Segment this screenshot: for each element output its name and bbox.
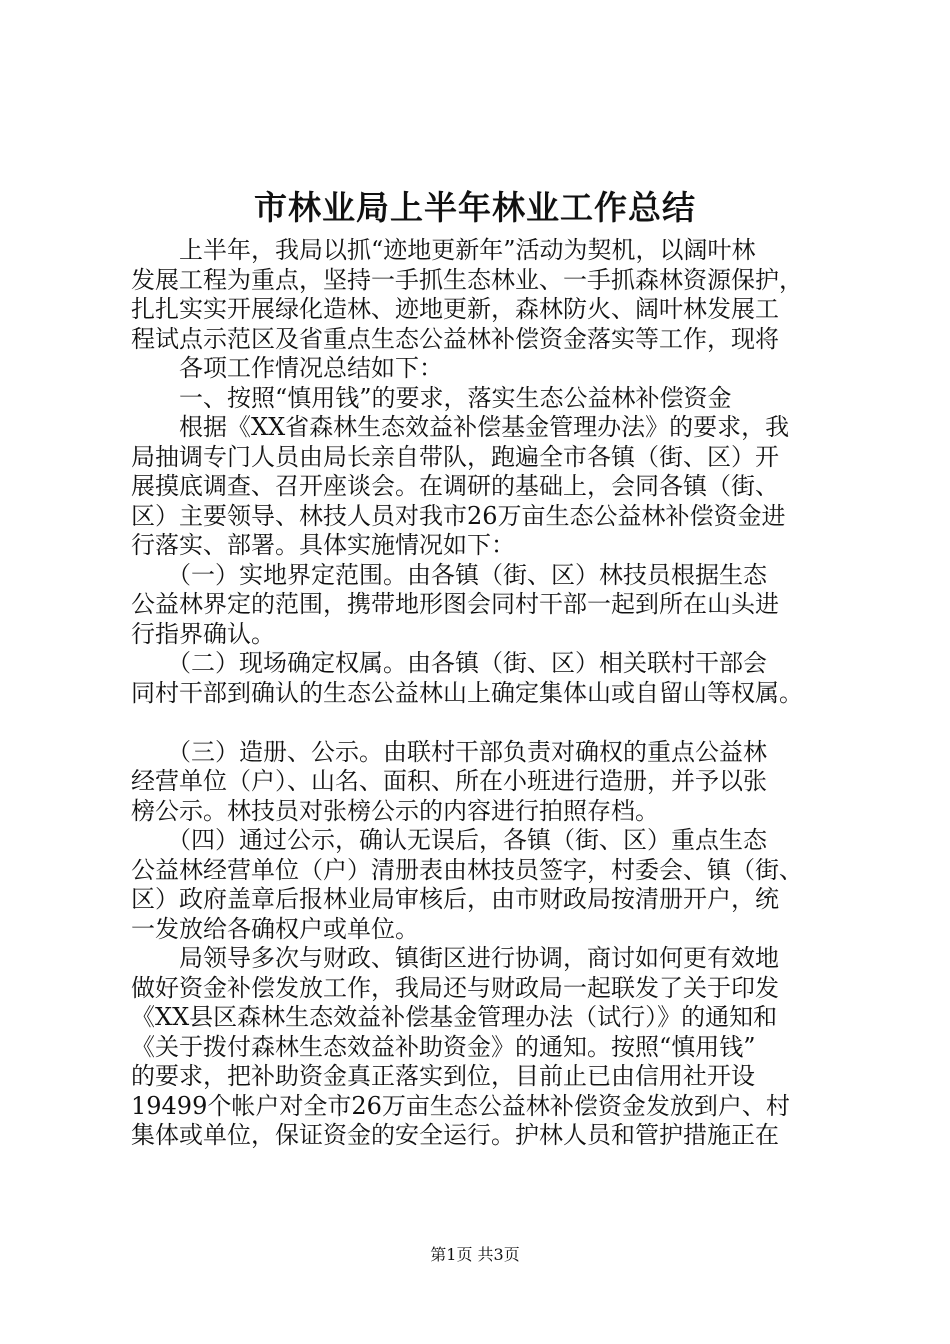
blank-line	[131, 708, 831, 738]
section-heading: 一、按照“慎用钱”的要求，落实生态公益林补偿资金	[131, 383, 732, 412]
text-line: 程试点示范区及省重点生态公益林补偿资金落实等工作，现将	[131, 324, 779, 353]
text-line: 扎扎实实开展绿化造林、迹地更新，森林防火、阔叶林发展工	[131, 295, 779, 323]
text-line: 行指界确认。	[131, 619, 275, 648]
text-line: 局抽调专门人员由局长亲自带队，跑遍全市各镇（街、区）开	[131, 442, 779, 471]
text-line: 做好资金补偿发放工作，我局还与财政局一起联发了关于印发	[131, 973, 779, 1002]
text-line: 的要求，把补助资金真正落实到位，目前止已由信用社开设	[131, 1062, 755, 1090]
text-line: 19499个帐户对全市26万亩生态公益林补偿资金发放到户、村	[131, 1091, 790, 1120]
text-line: 根据《XX省森林生态效益补偿基金管理办法》的要求，我	[131, 413, 790, 441]
text-line: （三）造册、公示。由联村干部负责对确权的重点公益林	[131, 737, 767, 766]
text-line: 局领导多次与财政、镇街区进行协调，商讨如何更有效地	[131, 944, 779, 972]
text-line: 一发放给各确权户或单位。	[131, 914, 419, 943]
text-line: （一）实地界定范围。由各镇（街、区）林技员根据生态	[131, 560, 767, 589]
text-line: 公益林界定的范围，携带地形图会同村干部一起到所在山头进	[131, 590, 779, 618]
text-line: （二）现场确定权属。由各镇（街、区）相关联村干部会	[131, 649, 767, 677]
text-line: 发展工程为重点，坚持一手抓生态林业、一手抓森林资源保护，	[131, 265, 803, 294]
text-line: 区）政府盖章后报林业局审核后，由市财政局按清册开户，统	[131, 885, 779, 913]
text-line: 展摸底调查、召开座谈会。在调研的基础上，会同各镇（街、	[131, 472, 779, 500]
text-line: 《XX县区森林生态效益补偿基金管理办法（试行）》的通知和	[131, 1003, 778, 1031]
text-line: 《关于拨付森林生态效益补助资金》的通知。按照“慎用钱”	[131, 1032, 756, 1061]
document-body	[131, 236, 831, 1151]
document-title: 市林业局上半年林业工作总结	[254, 188, 696, 227]
page-footer: 第1页 共3页	[430, 1245, 520, 1264]
text-line: 集体或单位，保证资金的安全运行。护林人员和管护措施正在	[131, 1121, 779, 1149]
text-line: （四）通过公示，确认无误后，各镇（街、区）重点生态	[131, 826, 767, 854]
text-line: 上半年，我局以抓“迹地更新年”活动为契机，以阔叶林	[131, 236, 756, 264]
text-line: 区）主要领导、林技人员对我市26万亩生态公益林补偿资金进	[131, 501, 786, 530]
text-line: 各项工作情况总结如下：	[131, 354, 443, 382]
text-line: 行落实、部署。具体实施情况如下：	[131, 531, 515, 559]
text-line: 公益林经营单位（户）清册表由林技员签字，村委会、镇（街、	[131, 855, 803, 884]
text-line: 经营单位（户）、山名、面积、所在小班进行造册，并予以张	[131, 767, 767, 795]
text-line: 同村干部到确认的生态公益林山上确定集体山或自留山等权属。	[131, 678, 803, 707]
text-line: 榜公示。林技员对张榜公示的内容进行拍照存档。	[131, 796, 659, 825]
